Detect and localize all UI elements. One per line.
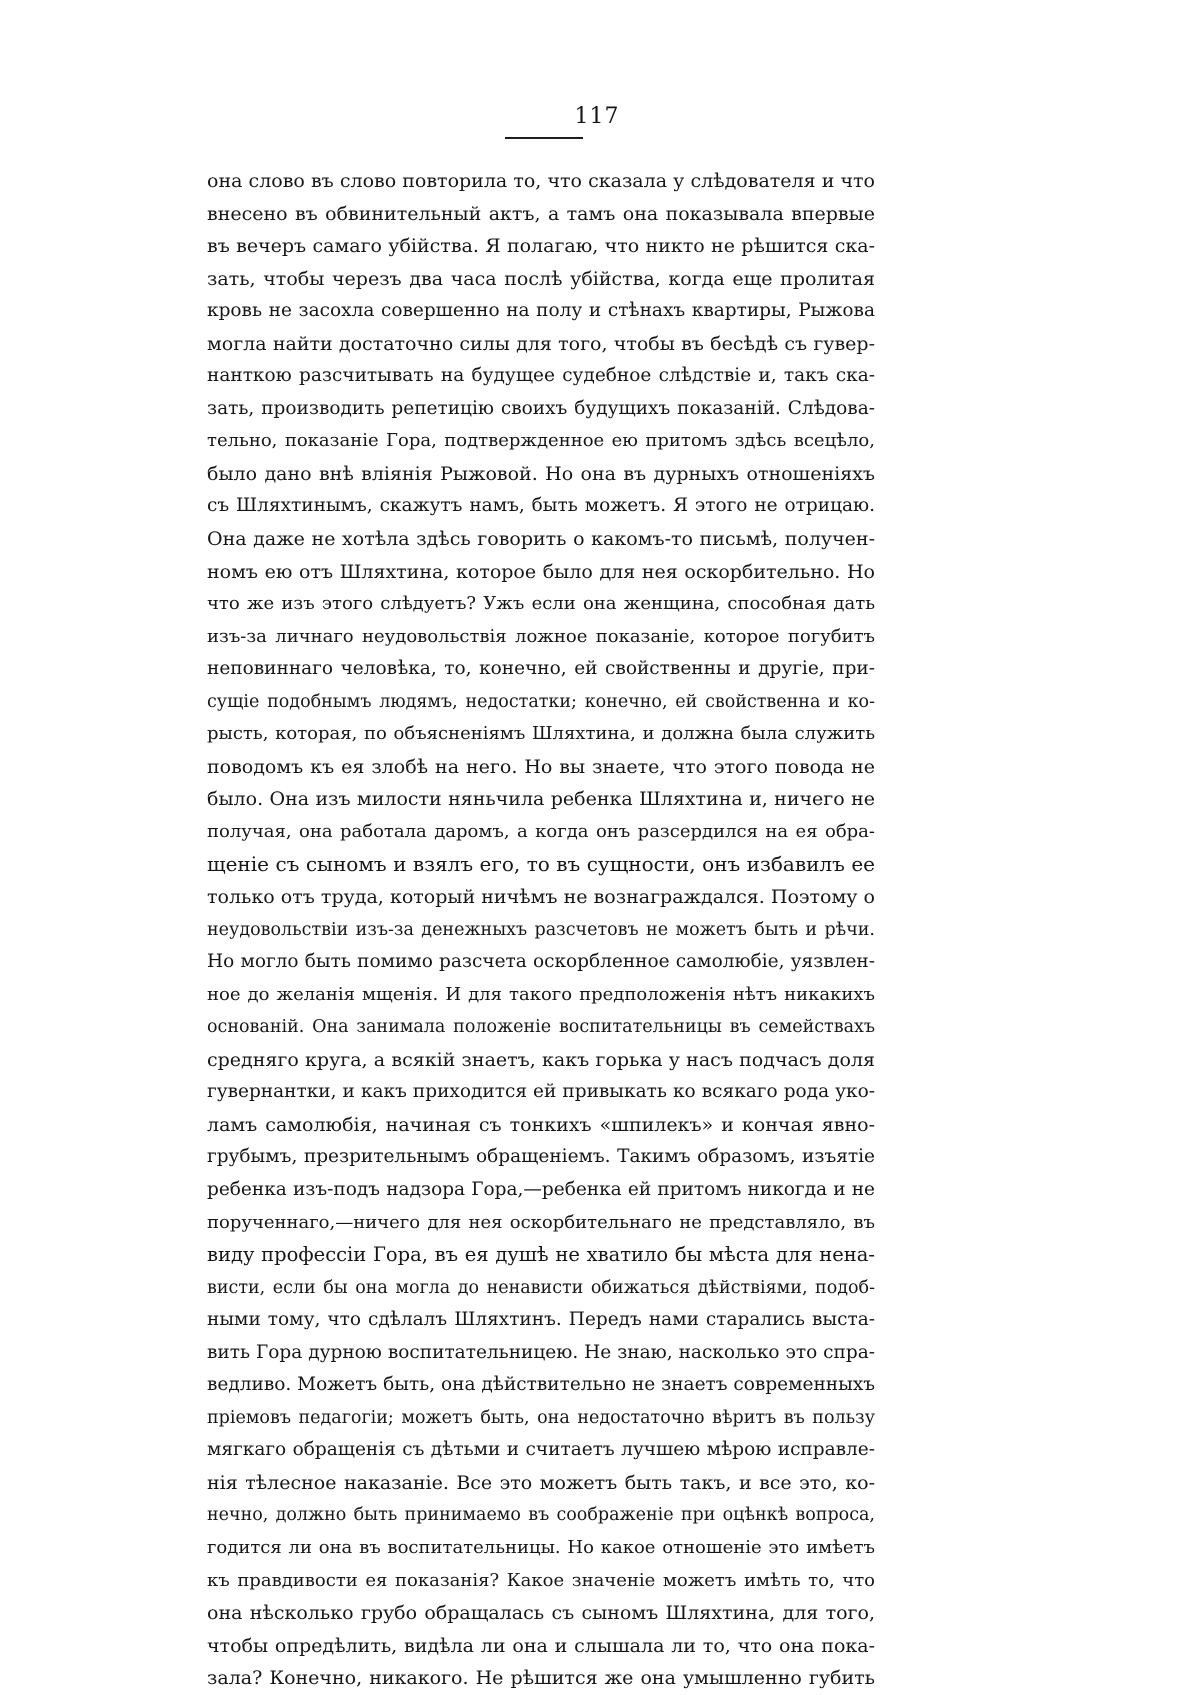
text-line: висти, если бы она могла до ненависти обижаться дѣйствіями, подоб- (207, 1277, 875, 1298)
text-line: мягкаго обращенія съ дѣтьми и считаетъ лучшею мѣрою исправле- (207, 1439, 875, 1461)
text-line: вить Гора дурною воспитательницею. Не знаю, насколько это спра- (207, 1341, 875, 1363)
text-line: Она даже не хотѣла здѣсь говорить о какомъ-то письмѣ, получен- (207, 528, 875, 551)
text-line: ведливо. Можетъ быть, она дѣйствительно не знаетъ современныхъ (207, 1374, 875, 1396)
text-line: нія тѣлесное наказаніе. Все это можетъ быть такъ, и все это, ко- (207, 1471, 875, 1494)
text-line: только отъ труда, который ничѣмъ не вознаграждался. Поэтому о (207, 886, 875, 909)
text-line: зать, чтобы черезъ два часа послѣ убійства, когда еще пролитая (207, 267, 875, 290)
page-number: 117 (574, 104, 620, 129)
page-number-underline (505, 137, 583, 139)
text-line: Но могло быть помимо разсчета оскорбленное самолюбіе, уязвлен- (207, 951, 875, 973)
text-line: внесено въ обвинительный актъ, а тамъ она показывала впервые (207, 202, 875, 225)
text-line: средняго круга, а всякій знаетъ, какъ горька у насъ подчасъ доля (207, 1048, 875, 1071)
text-line: было. Она изъ милости няньчила ребенка Шляхтина и, ничего не (207, 788, 875, 811)
text-line: рысть, которая, по объясненіямъ Шляхтина, и должна была служить (207, 723, 875, 745)
text-line: въ вечеръ самаго убійства. Я полагаю, что никто не рѣшится ска- (207, 235, 875, 258)
text-line: ламъ самолюбія, начиная съ тонкихъ «шпилекъ» и кончая явно- (207, 1113, 875, 1136)
text-line: номъ ею отъ Шляхтина, которое было для нея оскорбительно. Но (207, 560, 875, 583)
text-line: годится ли она въ воспитательницы. Но какое отношеніе это имѣетъ (207, 1536, 875, 1558)
text-line: она нѣсколько грубо обращалась съ сыномъ Шляхтина, для того, (207, 1602, 875, 1625)
text-line: неповиннаго человѣка, то, конечно, ей свойственны и другіе, при- (207, 658, 875, 680)
text-line: кровь не засохла совершенно на полу и стѣнахъ квартиры, Рыжова (207, 300, 875, 322)
text-line: къ правдивости ея показанія? Какое значеніе можетъ имѣть то, что (207, 1569, 875, 1591)
text-line: что же изъ этого слѣдуетъ? Ужъ если она женщина, способная дать (207, 593, 875, 615)
text-line: было дано внѣ вліянія Рыжовой. Но она въ дурныхъ отношеніяхъ (207, 462, 875, 485)
text-line: тельно, показаніе Гора, подтвержденное ею притомъ здѣсь всецѣло, (207, 430, 875, 452)
text-line: зать, производить репетицію своихъ будущихъ показаній. Слѣдова- (207, 397, 875, 419)
text-line: неудовольствіи изъ-за денежныхъ разсчетовъ не можетъ быть и рѣчи. (207, 919, 875, 940)
text-line: чтобы опредѣлить, видѣла ли она и слышала ли то, что она пока- (207, 1634, 875, 1657)
text-line: изъ-за личнаго неудовольствія ложное показаніе, которое погубитъ (207, 625, 875, 647)
text-line: зала? Конечно, никакого. Не рѣшится же она умышленно губить (207, 1667, 875, 1690)
text-line: ребенка изъ-подъ надзора Гора,—ребенка ей притомъ никогда и не (207, 1178, 875, 1200)
text-line: нечно, должно быть принимаемо въ соображеніе при оцѣнкѣ вопроса, (207, 1505, 875, 1526)
text-line: порученнаго,—ничего для нея оскорбительнаго не представляло, въ (207, 1211, 875, 1233)
text-line: ными тому, что сдѣлалъ Шляхтинъ. Передъ нами старались выстa- (207, 1309, 875, 1331)
text-line: поводомъ къ ея злобѣ на него. Но вы знаете, что этого повода не (207, 755, 875, 778)
body-text (207, 165, 875, 1695)
text-line: съ Шляхтинымъ, скажутъ намъ, быть можетъ. Я этого не отрицаю. (207, 495, 875, 517)
text-line: грубымъ, презрительнымъ обращеніемъ. Такимъ образомъ, изъятіе (207, 1146, 875, 1168)
text-line: сущіе подобнымъ людямъ, недостатки; конечно, ей свойственна и ко- (207, 691, 875, 712)
text-line: виду профессіи Гора, въ ея душѣ не хватило бы мѣста для нена- (207, 1243, 875, 1267)
text-line: щеніе съ сыномъ и взялъ его, то въ сущности, онъ избавилъ ее (207, 852, 875, 877)
text-line: ное до желанія мщенія. И для такого предположенія нѣтъ никакихъ (207, 983, 875, 1005)
text-line: могла найти достаточно силы для того, чтобы въ бесѣдѣ съ гувер- (207, 332, 875, 355)
text-line: основаній. Она занимала положеніе воспитательницы въ семействахъ (207, 1017, 875, 1038)
text-line: она слово въ слово повторила то, что сказала у слѣдователя и что (207, 170, 875, 192)
text-line: гувернантки, и какъ приходится ей привыкать ко всякаго рода уко- (207, 1081, 875, 1103)
text-line: пріемовъ педагогіи; можетъ быть, она недостаточно вѣритъ въ пользу (207, 1407, 875, 1428)
text-line: нанткою разсчитывать на будущее судебное слѣдствіе и, такъ ска- (207, 365, 875, 387)
text-line: получая, она работала даромъ, а когда онъ разсердился на ея обра- (207, 820, 875, 842)
